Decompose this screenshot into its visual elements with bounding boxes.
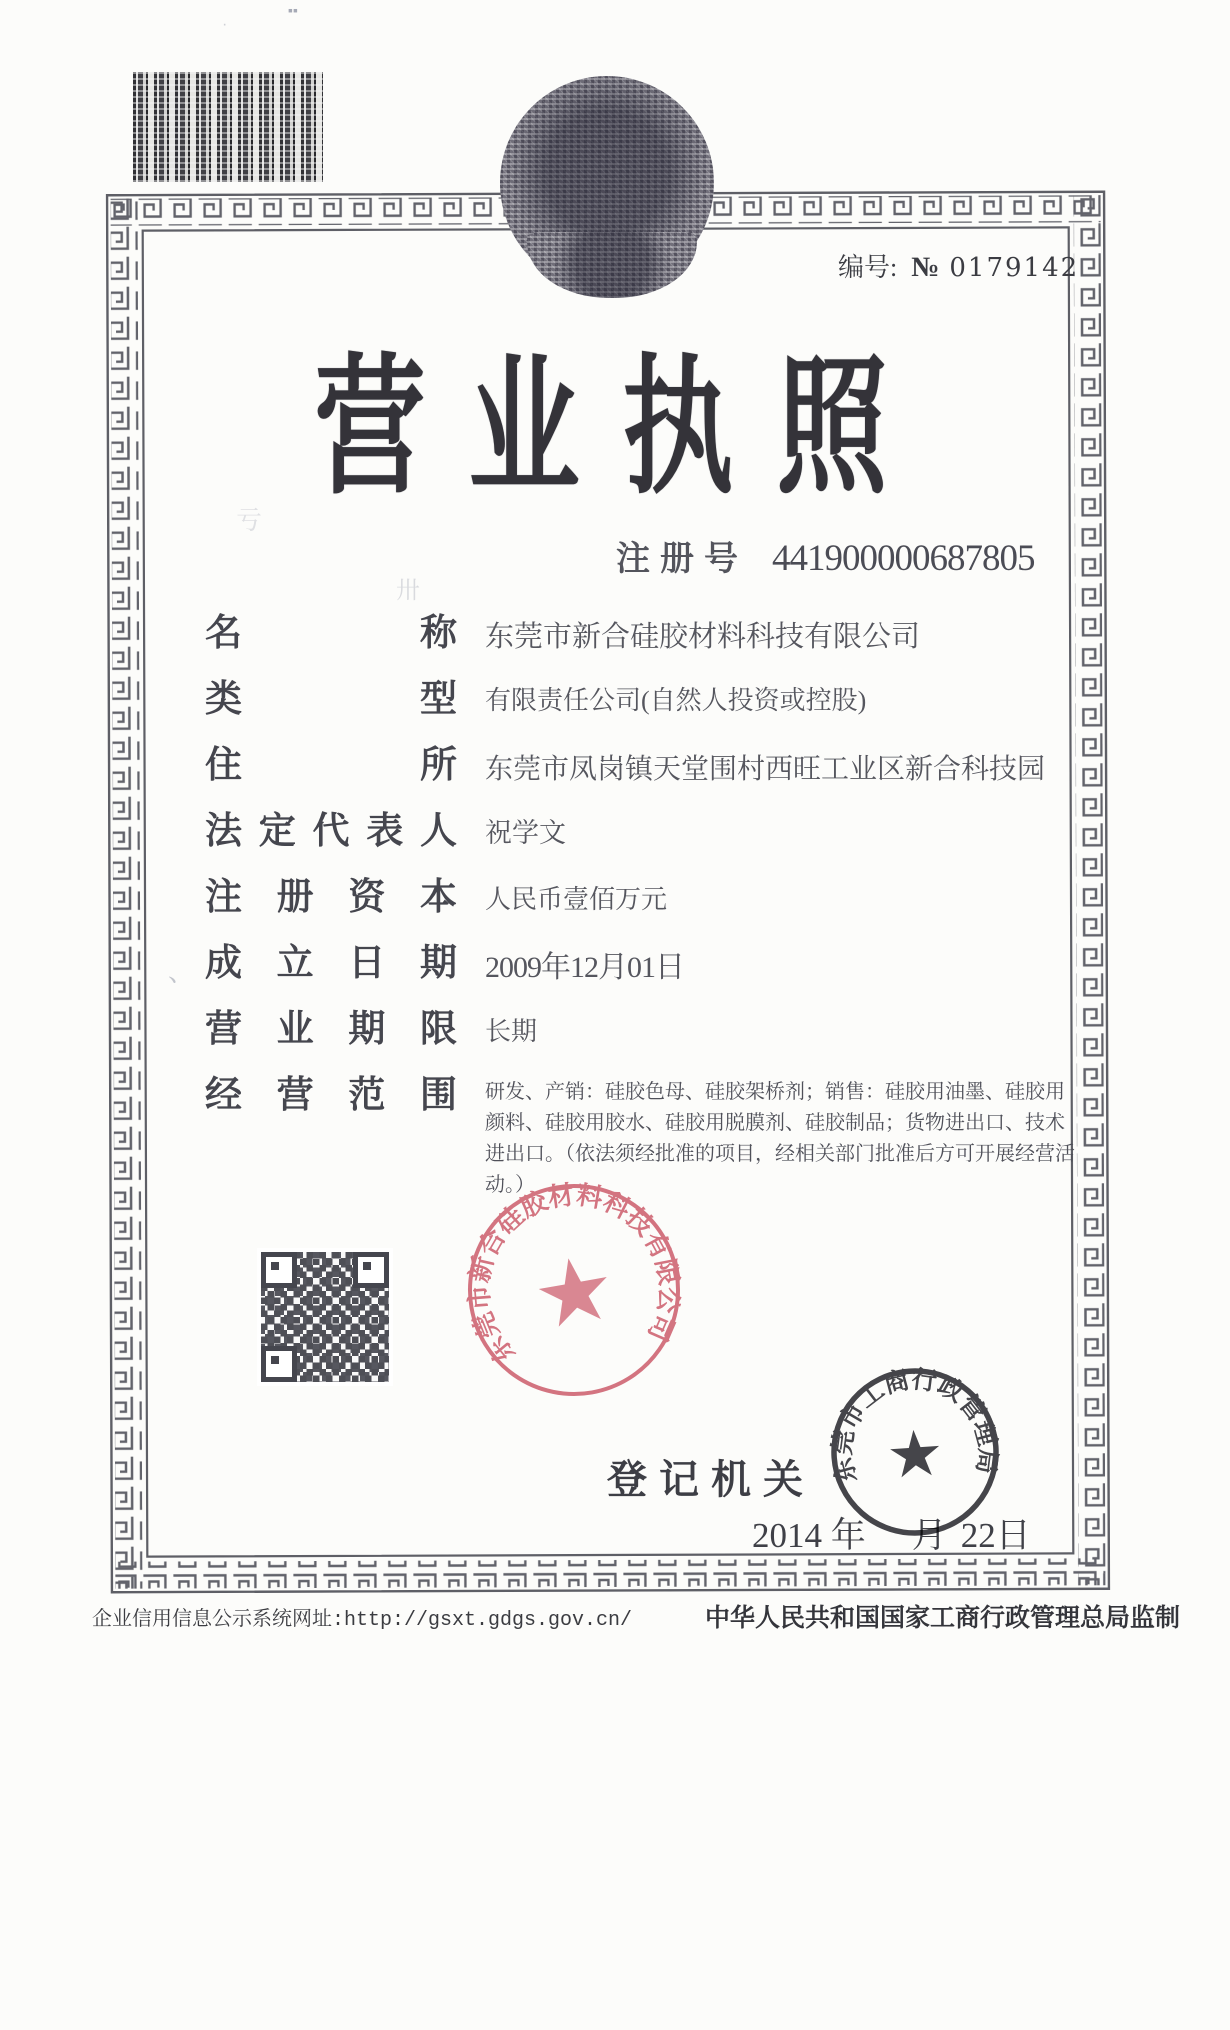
- qr-finder-icon: [261, 1346, 297, 1382]
- registrar-label: 登 记 机 关: [607, 1458, 803, 1502]
- field-value: 东莞市新合硅胶材料科技有限公司: [485, 621, 921, 653]
- scan-artifact: ·: [222, 16, 228, 33]
- field-label: 注 册 资 本: [205, 876, 457, 917]
- qr-finder-icon: [353, 1252, 389, 1288]
- numero-sign: №: [911, 252, 940, 283]
- issue-date-year: 2014 年: [752, 1516, 866, 1555]
- scan-artifact: 卅: [396, 577, 420, 604]
- field-value: 长期: [485, 1016, 538, 1046]
- registration-label: 注 册 号: [616, 540, 738, 578]
- registrar-black-seal: [823, 1360, 1007, 1544]
- field-value: 人民币壹佰万元: [485, 884, 668, 914]
- field-label: 成 立 日 期: [205, 942, 457, 983]
- issue-date-day: 22日: [960, 1516, 1031, 1555]
- field-row-legal-rep: [205, 810, 1085, 855]
- field-label: 名 称: [205, 612, 457, 653]
- scan-artifact: 亏: [236, 505, 263, 535]
- field-value: 东莞市凤岗镇天堂围村西旺工业区新合科技园: [485, 753, 1046, 784]
- field-row-name: [205, 612, 1085, 657]
- field-value: 有限责任公司(自然人投资或控股): [485, 686, 867, 715]
- serial-digits: 0179142: [949, 253, 1080, 283]
- field-label: 法 定 代 表 人: [205, 810, 457, 851]
- registration-number-line: [616, 531, 1035, 580]
- barcode: [133, 72, 323, 182]
- serial-number-line: [838, 247, 1079, 284]
- field-row-founding-date: [205, 942, 1085, 987]
- field-row-term: [205, 1008, 1085, 1053]
- footer-issuing-authority: 中华人民共和国国家工商行政管理总局监制: [704, 1605, 1180, 1632]
- black-seal-text: 东莞市工商行政管理局: [828, 1365, 1002, 1487]
- field-label: 营 业 期 限: [205, 1008, 457, 1049]
- qr-finder-icon: [261, 1252, 297, 1288]
- footer-public-info-url: 企业信用信息公示系统网址:http://gsxt.gdgs.gov.cn/: [92, 1609, 633, 1632]
- field-value: 祝学文: [485, 818, 566, 848]
- issue-date-month: 月: [911, 1516, 947, 1555]
- document-title: 营 业 执 照: [314, 343, 888, 511]
- red-seal-text: 东莞市新合硅胶材料科技有限公司: [463, 1179, 685, 1370]
- field-row-address: [205, 744, 1085, 789]
- field-row-type: [205, 678, 1085, 723]
- red-seal-star-icon: ★: [526, 1236, 623, 1350]
- registration-number: 441900000687805: [772, 538, 1035, 579]
- serial-prefix: 编号:: [838, 253, 898, 282]
- field-label: 住 所: [205, 744, 457, 785]
- field-row-capital: [205, 876, 1085, 921]
- scan-artifact: ▪▪: [288, 2, 298, 18]
- company-red-seal: [447, 1162, 700, 1418]
- field-label: 类 型: [205, 678, 457, 719]
- field-label: 经 营 范 围: [205, 1074, 457, 1115]
- field-value: 研发、产销：硅胶色母、硅胶架桥剂；销售：硅胶用油墨、硅胶用颜料、硅胶用胶水、硅胶用脱膜剂、硅胶制品；货物进出口、技术进出口。（依法须经批准的项目，经相关部门批准后方可开展经营活动。）: [485, 1081, 1075, 1196]
- field-value: 2009年12月01日: [485, 951, 684, 984]
- field-table: [205, 612, 1085, 1222]
- scan-artifact: 、: [168, 957, 195, 987]
- black-seal-star-icon: ★: [884, 1416, 947, 1492]
- qr-code: [257, 1248, 393, 1386]
